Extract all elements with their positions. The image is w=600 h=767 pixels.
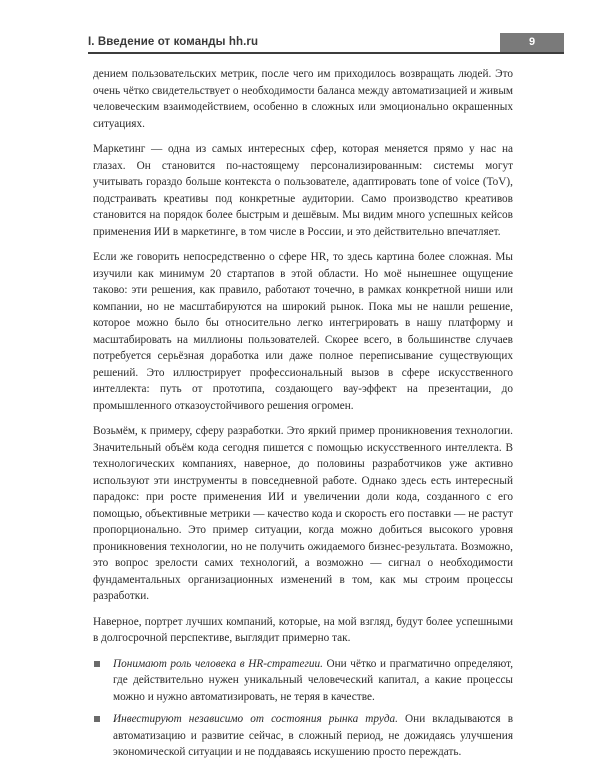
page-number: 9 (500, 33, 564, 52)
paragraph: Маркетинг — одна из самых интересных сфер, которая меняется прямо у нас на глазах. Он становится по-настоящему персонализированным: системы могут учитывать гораздо больше контекста о пользователе, адаптировать tone of voice (ToV), подстраивать креативы под конкретные аудитории. Само производство креативов становится на порядок более быстрым и дешёвым. Мы видим много успешных кейсов применения ИИ в маркетинге, в том числе в России, и это действительно впечатляет. (93, 143, 513, 238)
paragraph: дением пользовательских метрик, после чего им приходилось возвращать людей. Это очень чётко свидетельствует о необходимости баланса между автоматизацией и живым человеческим взаимодействием, особенно в сложных или эмоционально окрашенных ситуациях. (93, 68, 513, 130)
square-bullet-icon (94, 716, 100, 722)
body-text (93, 66, 513, 767)
paragraph: Возьмём, к примеру, сферу разработки. Это яркий пример проникновения технологии. Значительный объём кода сегодня пишется с помощью искусственного интеллекта. В технологических компаниях, наверное, до половины разработчиков уже активно используют эти инструменты в повседневной работе. Однако здесь есть интересный парадокс: при росте применения ИИ и увеличении доли кода, созданного с его помощью, объективные метрики — качество кода и скорость его поставки — не растут пропорционально. Это пример ситуации, когда можно добиться высокого уровня проникновения технологии, но не получить ожидаемого бизнес-результата. Возможно, это вопрос зрелости самих технологий, а возможно — сигнал о необходимости фундаментальных организационных изменений в том, как мы строим процессы разработки. (93, 425, 513, 602)
running-header (88, 33, 564, 54)
list-item (93, 656, 513, 706)
paragraph: Наверное, портрет лучших компаний, которые, на мой взгляд, будут более успешными в долгосрочной перспективе, выглядит примерно так. (93, 615, 513, 644)
bullet-lead: Инвестируют независимо от состояния рынка труда. (113, 713, 398, 725)
bullet-text: Они вкладываются в автоматизацию и развитие сейчас, в сложный период, не дожидаясь улучшения экономической ситуации и не поддаваясь искушению просто переждать. (113, 713, 513, 758)
bullet-list (93, 656, 513, 761)
bullet-lead: Понимают роль человека в HR-стратегии. (113, 657, 323, 670)
square-bullet-icon (94, 661, 100, 667)
paragraph: Если же говорить непосредственно о сфере HR, то здесь картина более сложная. Мы изучили как минимум 20 стартапов в этой области. Но моё нынешнее ощущение таково: эти решения, как правило, работают точечно, в рамках конкретной ниши или компании, но не масштабируются на широкий рынок. Пока мы не нашли решение, которое можно было бы относительно легко интегрировать в нашу платформу и масштабировать на миллионы пользователей. Скорее всего, в большинстве случаев потребуется серьёзная доработка или даже полное переписывание существующих решений. Это иллюстрирует профессиональный вызов в сфере искусственного интеллекта: путь от прототипа, создающего вау-эффект на презентации, до промышленного отказоустойчивого решения огромен. (93, 251, 513, 412)
bullet-text: Они чётко и прагматично определяют, где действительно нужен уникальный человеческий капитал, а какие процессы можно и нужно автоматизировать, не теряя в качестве. (113, 657, 514, 703)
list-item (93, 711, 513, 761)
chapter-title: I. Введение от команды hh.ru (88, 36, 259, 48)
